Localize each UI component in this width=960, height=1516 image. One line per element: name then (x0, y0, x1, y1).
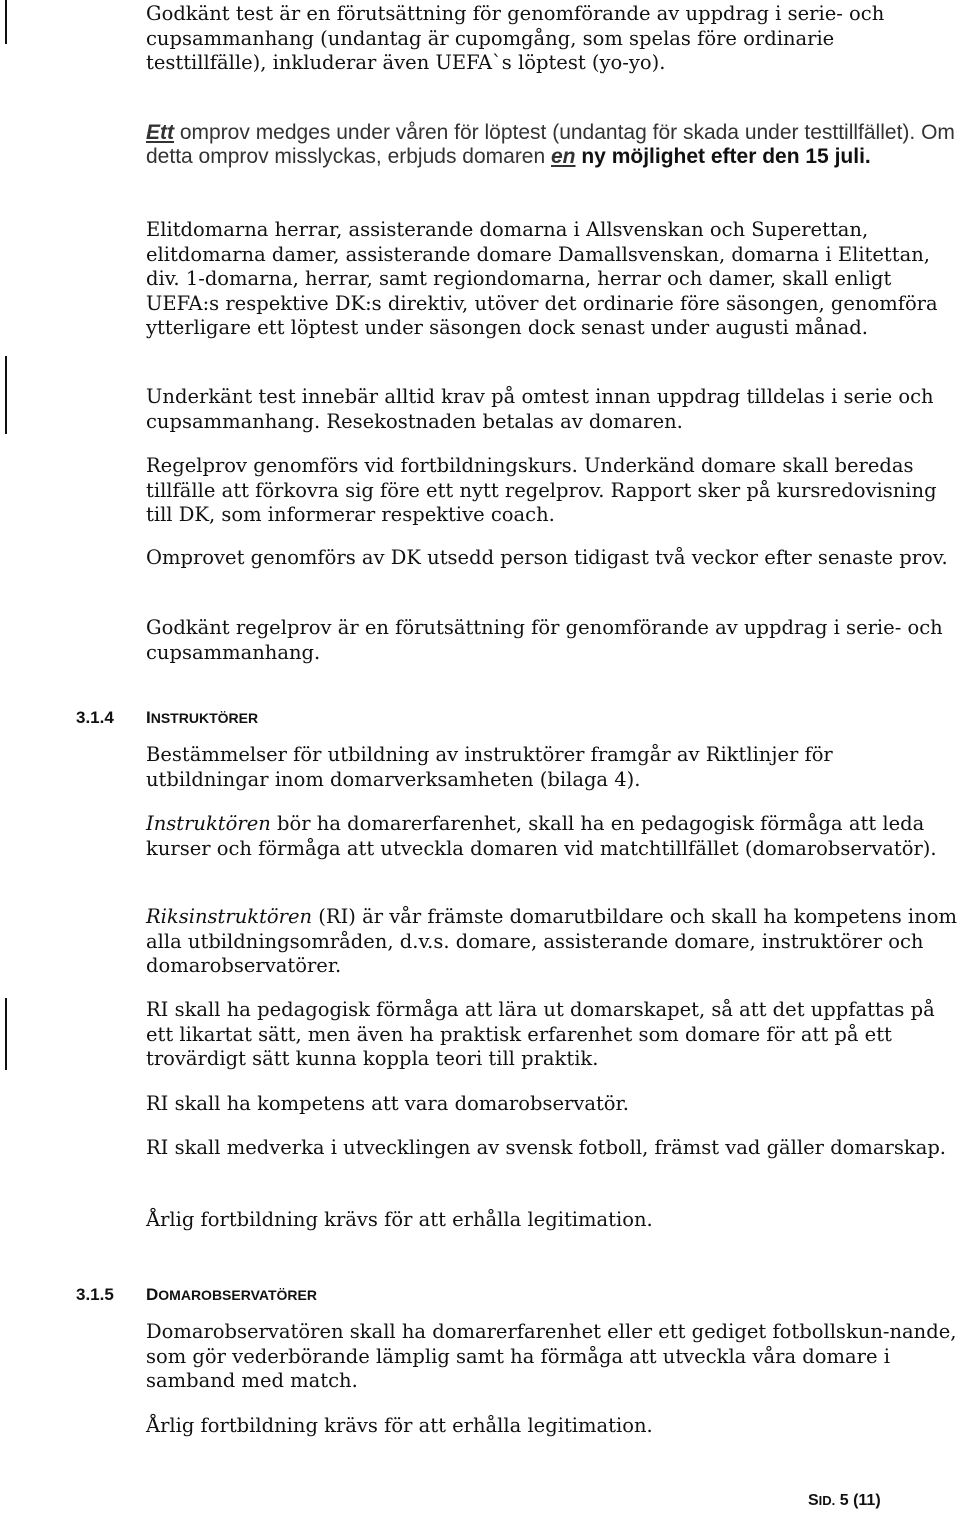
section-title-initial: D (146, 1285, 159, 1304)
text-segment-bold: ny möjlighet efter den 15 juli. (575, 145, 871, 168)
term-instruktoren: Instruktören (146, 812, 271, 835)
section-number: 3.1.5 (76, 1285, 114, 1304)
paragraph-elitdomarna: Elitdomarna herrar, assisterande domarna i Allsvenskan och Superettan, elitdomarna damer, assisterande domare Damallsvenskan, domarna i Elitettan, div. 1-domarna, herrar, samt regiondomarna, herrar och damer, skall enligt UEFA:s respektive DK:s direktiv, utöver det ordinarie före säsongen, genomföra ytterligare ett löptest under säsongen dock senast under augusti månad. (146, 218, 938, 339)
paragraph-domarobservatoren: Domarobservatören skall ha domarerfarenhet eller ett gediget fotbollskun-nande, som gör vederbörande lämplig samt ha förmåga att utveckla våra domare i samband med match. (146, 1320, 957, 1392)
paragraph-omprovet: Omprovet genomförs av DK utsedd person tidigast två veckor efter senaste prov. (146, 546, 948, 569)
section-title-rest: OMAROBSERVATÖRER (158, 1287, 317, 1303)
section-heading-domarobservatorer (76, 1285, 317, 1309)
paragraph-bestammelser: Bestämmelser för utbildning av instruktörer framgår av Riktlinjer för utbildningar inom domarverksamheten (bilaga 4). (146, 743, 833, 791)
paragraph-godkant-regelprov: Godkänt regelprov är en förutsättning för genomförande av uppdrag i serie- och cupsammanhang. (146, 616, 943, 664)
paragraph-arlig-fortbildning-2: Årlig fortbildning krävs för att erhålla legitimation. (146, 1414, 653, 1437)
footer-prefix-initial: S (808, 1492, 819, 1509)
emphasis-en: en (551, 145, 576, 168)
section-title-initial: I (146, 708, 151, 727)
paragraph-underkant-test: Underkänt test innebär alltid krav på omtest innan uppdrag tilldelas i serie och cupsammanhang. Resekostnaden betalas av domaren. (146, 385, 934, 433)
section-number: 3.1.4 (76, 708, 114, 727)
change-bar (5, 0, 7, 44)
paragraph-regelprov: Regelprov genomförs vid fortbildningskurs. Underkänd domare skall beredas tillfälle att förkovra sig före ett nytt regelprov. Rapport sker på kursredovisning till DK, som informerar respektive coach. (146, 454, 937, 526)
footer-page: 5 (11) (835, 1492, 881, 1509)
paragraph-ri-medverka: RI skall medverka i utvecklingen av svensk fotboll, främst vad gäller domarskap. (146, 1136, 946, 1159)
page-number (808, 1492, 881, 1510)
paragraph-ri-kompetens: RI skall ha kompetens att vara domarobservatör. (146, 1092, 629, 1115)
change-bar (5, 356, 7, 434)
footer-prefix-rest: ID. (818, 1493, 836, 1508)
paragraph-godkant-test: Godkänt test är en förutsättning för genomförande av uppdrag i serie- och cupsammanhang (undantag är cupomgång, som spelas före ordinarie testtillfälle), inkluderar även UEFA`s löptest (yo-yo). (146, 2, 885, 74)
text-segment: (RI) är vår främste domarutbildare och skall ha kompetens inom alla utbildningsområden, d.v.s. domare, assisterande domare, instruktörer och domarobservatörer. (146, 905, 957, 977)
text-segment: omprov medges under våren för löptest (undantag för skada under testtillfället). Om detta omprov misslyckas, erbjuds domaren (146, 121, 955, 168)
change-bar (5, 998, 7, 1070)
paragraph-arlig-fortbildning: Årlig fortbildning krävs för att erhålla legitimation. (146, 1208, 653, 1231)
emphasis-ett: Ett (146, 121, 174, 144)
paragraph-omprov (146, 121, 958, 169)
paragraph-riksinstruktoren (146, 905, 958, 979)
section-heading-instruktorer (76, 708, 258, 732)
paragraph-ri-pedagogisk: RI skall ha pedagogisk förmåga att lära ut domarskapet, så att det uppfattas på ett likartat sätt, men även ha praktisk erfarenhet som domare för att på ett trovärdigt sätt kunna koppla teori till praktik. (146, 998, 935, 1070)
section-title-rest: NSTRUKTÖRER (150, 710, 259, 726)
text-segment: bör ha domarerfarenhet, skall ha en pedagogisk förmåga att leda kurser och förmåga att utveckla domaren vid matchtillfället (domarobservatör). (146, 812, 937, 860)
paragraph-instruktoren (146, 812, 958, 861)
term-riksinstruktoren: Riksinstruktören (146, 905, 313, 928)
